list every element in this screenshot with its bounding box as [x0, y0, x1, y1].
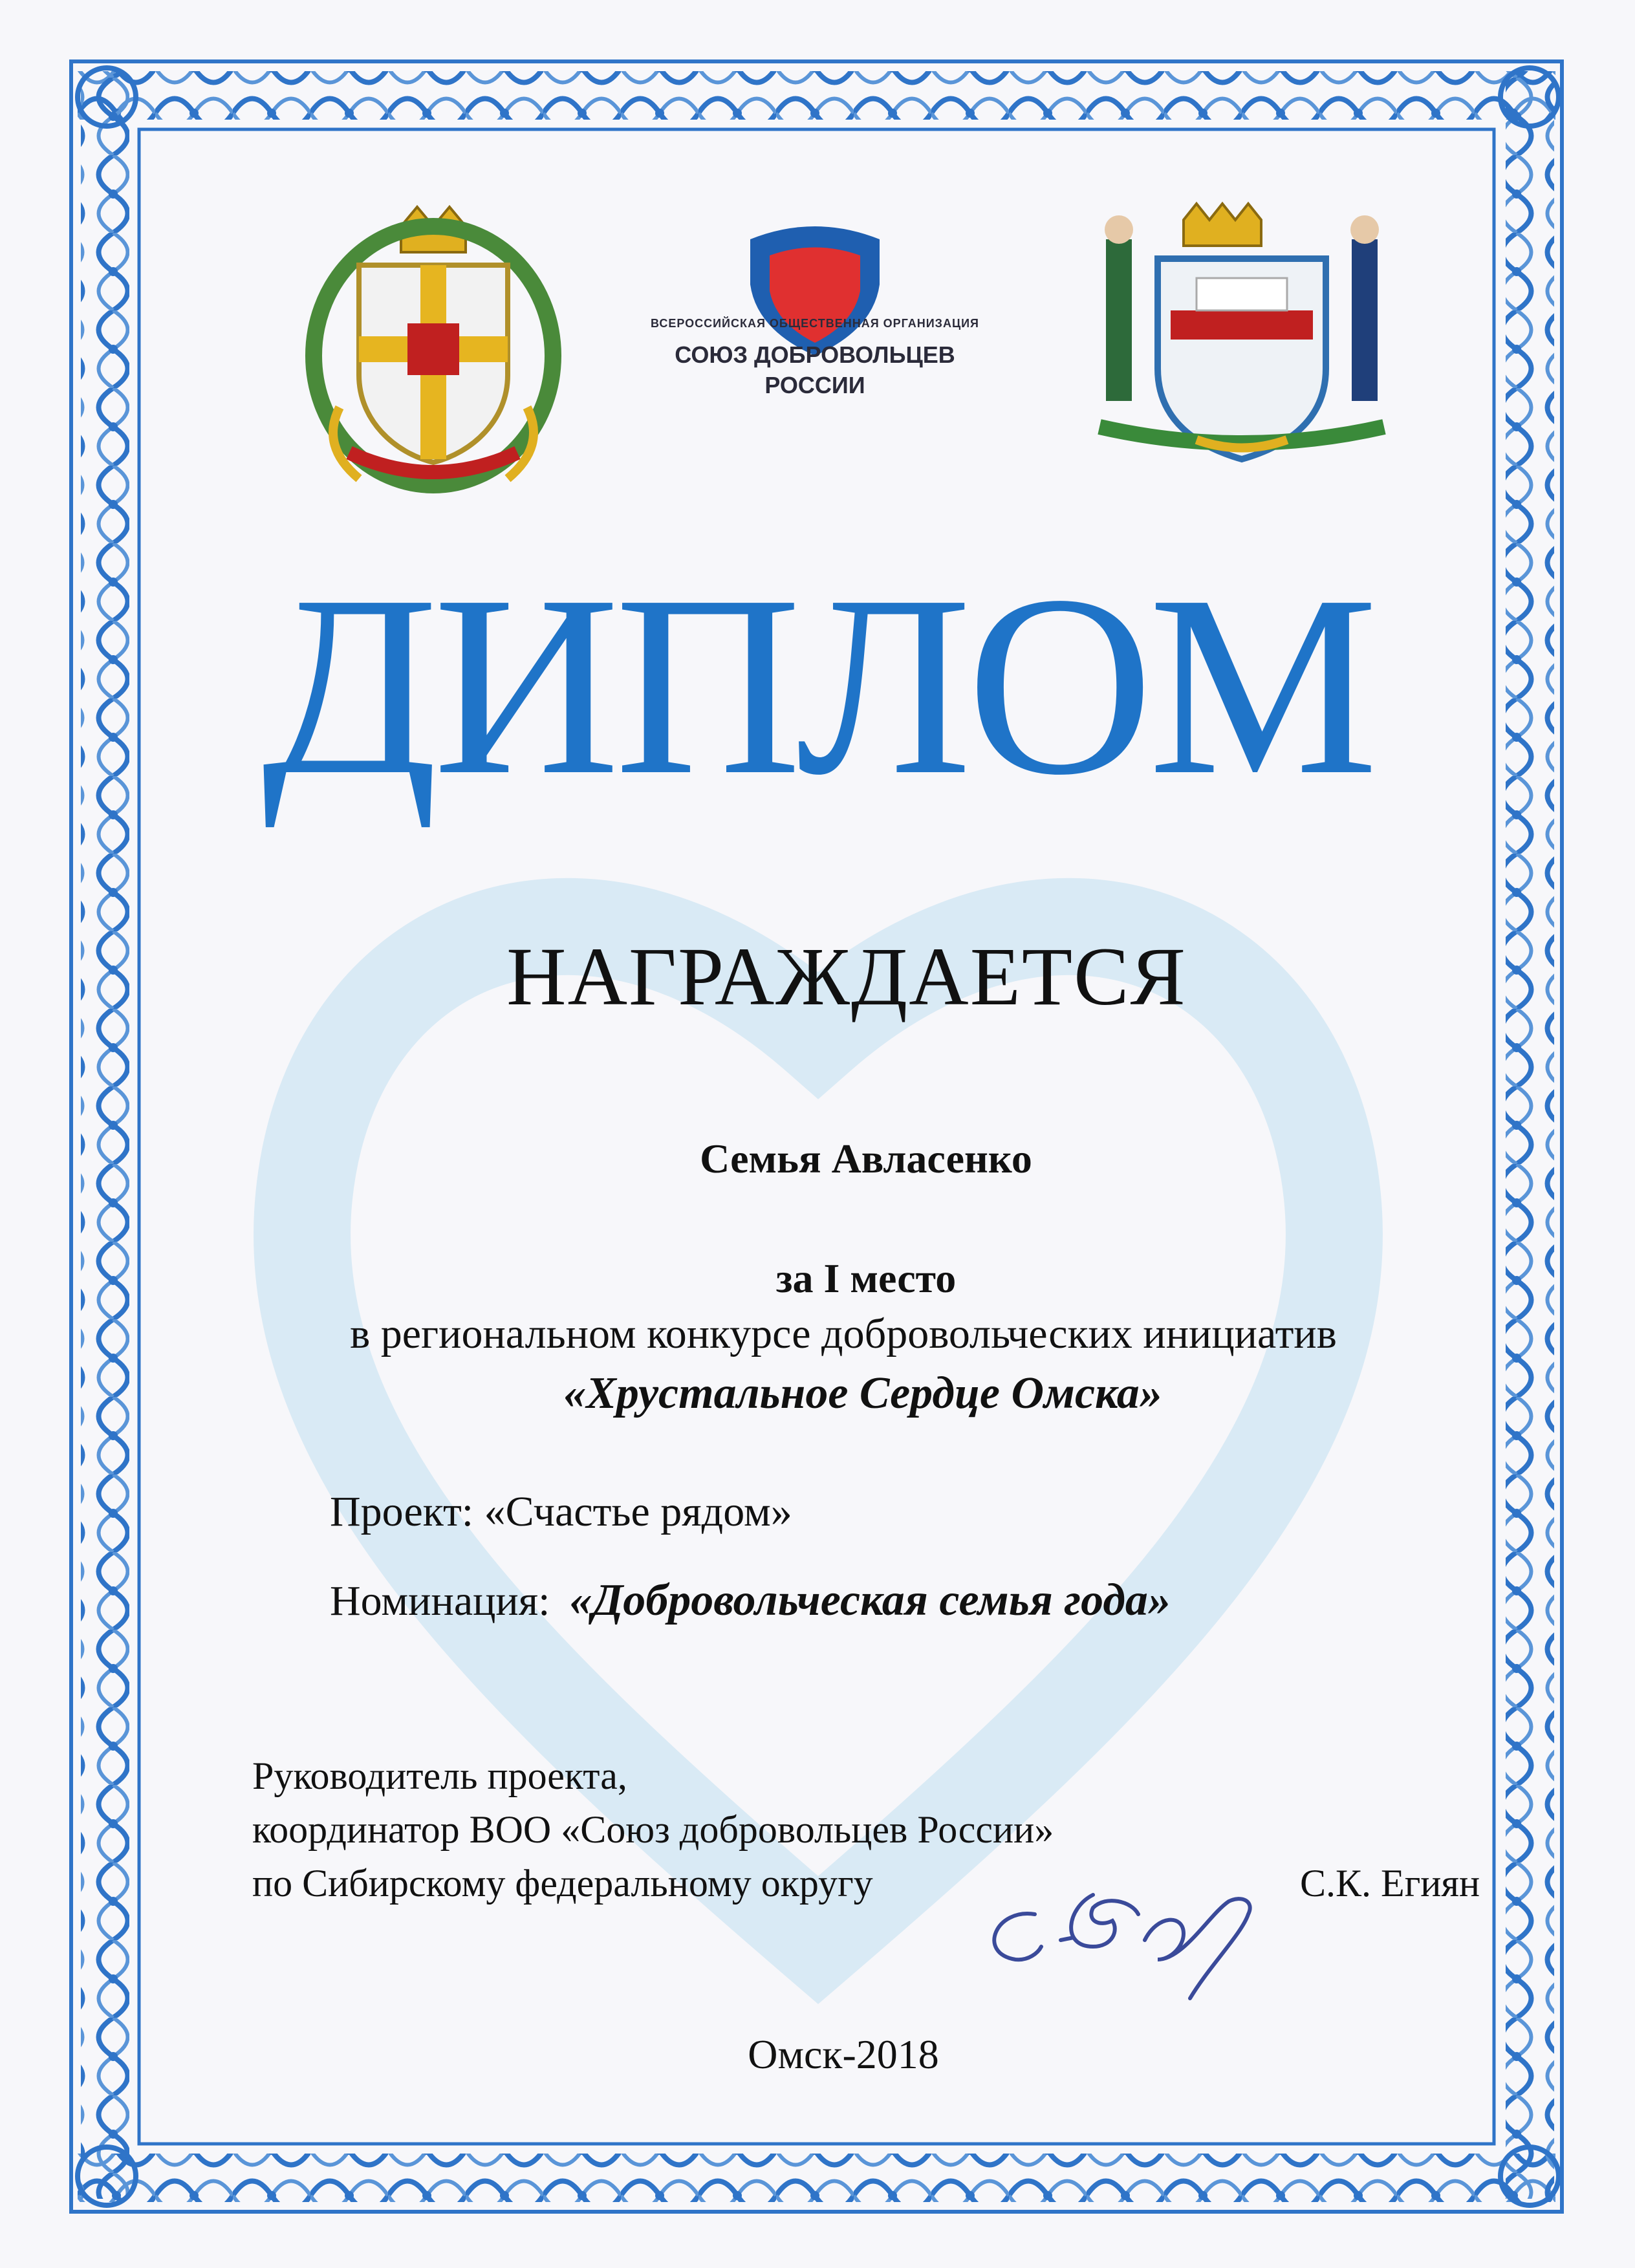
signature-scribble: [994, 1895, 1250, 1998]
right-coat-of-arms-icon: [1099, 204, 1384, 459]
nomination-value: «Добровольческая семья года»: [569, 1575, 1171, 1625]
logo-line1: ВСЕРОССИЙСКАЯ ОБЩЕСТВЕННАЯ ОРГАНИЗАЦИЯ: [651, 317, 979, 330]
project-line: Проект: «Счастье рядом»: [330, 1488, 792, 1535]
page-title: ДИПЛОМ: [261, 542, 1374, 828]
union-logo: [621, 317, 1009, 414]
signatory-title-line3: по Сибирскому федеральному округу: [252, 1862, 873, 1905]
awarded-heading: НАГРАЖДАЕТСЯ: [506, 931, 1187, 1022]
nomination-line: [330, 1575, 1171, 1626]
award-place: за I место: [775, 1255, 957, 1301]
logo-line2: СОЮЗ ДОБРОВОЛЬЦЕВ: [675, 341, 955, 368]
city-year: Омск-2018: [748, 2031, 939, 2077]
nomination-label: Номинация:: [330, 1577, 550, 1625]
signatory-title-line2: координатор ВОО «Союз добровольцев России»: [252, 1808, 1054, 1851]
signatory-title-line1: Руководитель проекта,: [252, 1755, 627, 1797]
contest-name: «Хрустальное Сердце Омска»: [563, 1368, 1162, 1418]
contest-description: в региональном конкурсе добровольческих инициатив: [350, 1310, 1337, 1357]
recipient-name: Семья Авласенко: [700, 1136, 1032, 1182]
signer-name: С.К. Егиян: [1300, 1862, 1480, 1905]
logo-line3: РОССИИ: [764, 372, 865, 398]
left-coat-of-arms-icon: [314, 207, 553, 485]
